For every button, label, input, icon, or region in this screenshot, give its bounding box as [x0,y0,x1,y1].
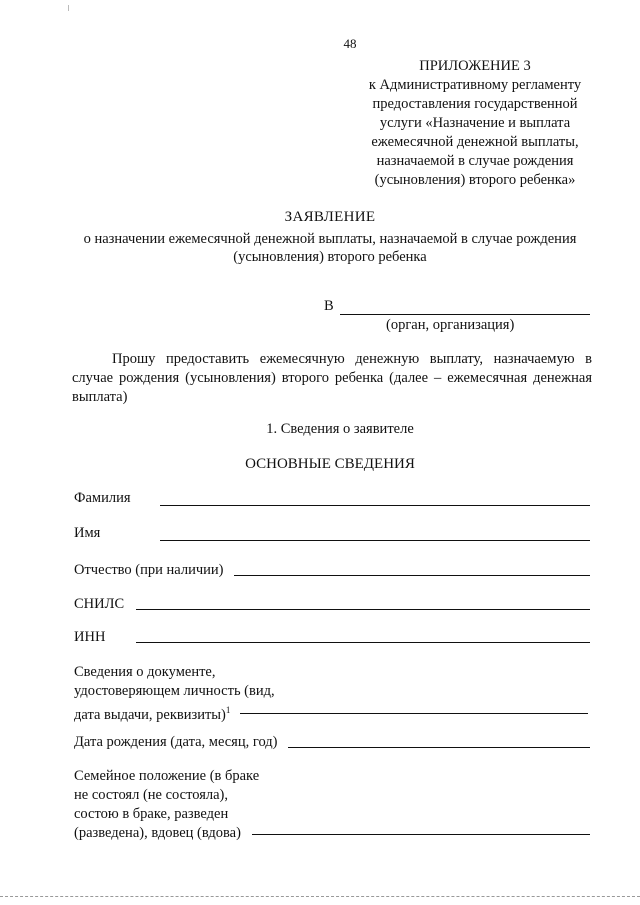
recipient-input-line[interactable] [340,314,590,315]
appendix-line: ежемесячной денежной выплаты, [371,134,579,150]
basic-info-heading: ОСНОВНЫЕ СВЕДЕНИЯ [245,456,415,472]
inn-field[interactable] [136,642,590,643]
request-paragraph: Прошу предоставить ежемесячную денежную выплату, назначаемую в случае рождения (усыновления) второго ребенка (далее – ежемесячная денежная выплата) [72,351,592,405]
last-name-field[interactable] [160,505,590,506]
marital-status-label-line: Семейное положение (в браке [74,768,260,784]
marital-status-label-line: (разведена), вдовец (вдова) [74,825,241,841]
last-name-label: Фамилия [74,490,131,506]
recipient-caption: (орган, организация) [386,317,515,333]
appendix-line: к Административному регламенту [368,77,582,93]
id-document-label [74,663,275,725]
page-number: 48 [343,36,357,51]
patronymic-label: Отчество (при наличии) [74,562,224,578]
appendix-line: услуги «Назначение и выплата [379,115,571,131]
appendix-line: (усыновления) второго ребенка» [374,172,576,188]
statement-subtitle-line: о назначении ежемесячной денежной выплаты, назначаемой в случае рождения [83,231,577,247]
footnote-marker: 1 [225,705,231,715]
scan-mark [68,5,69,11]
first-name-field[interactable] [160,540,590,541]
id-document-field[interactable] [240,713,588,714]
birth-date-field[interactable] [288,747,590,748]
statement-title: ЗАЯВЛЕНИЕ [284,209,376,225]
statement-subtitle [50,230,610,266]
section-title: 1. Сведения о заявителе [266,421,414,437]
appendix-line: назначаемой в случае рождения [376,153,574,169]
marital-status-label [74,767,259,843]
marital-status-label-line: состою в браке, разведен [74,806,229,822]
appendix-title: ПРИЛОЖЕНИЕ 3 [419,58,531,74]
id-document-label-line: удостоверяющем личность (вид, [74,683,275,699]
marital-status-field[interactable] [252,834,590,835]
id-document-label-line: Сведения о документе, [74,664,216,680]
recipient-prefix: В [324,298,334,314]
page-bottom-divider [0,896,640,897]
appendix-block [330,57,620,190]
appendix-line: предоставления государственной [372,96,578,112]
statement-subtitle-line: (усыновления) второго ребенка [233,249,427,265]
snils-label: СНИЛС [74,596,125,612]
inn-label: ИНН [74,629,106,645]
patronymic-field[interactable] [234,575,590,576]
birth-date-label: Дата рождения (дата, месяц, год) [74,734,278,750]
id-document-label-line: дата выдачи, реквизиты)$^1$ [74,705,231,723]
marital-status-label-line: не состоял (не состояла), [74,787,228,803]
first-name-label: Имя [74,525,101,541]
snils-field[interactable] [136,609,590,610]
